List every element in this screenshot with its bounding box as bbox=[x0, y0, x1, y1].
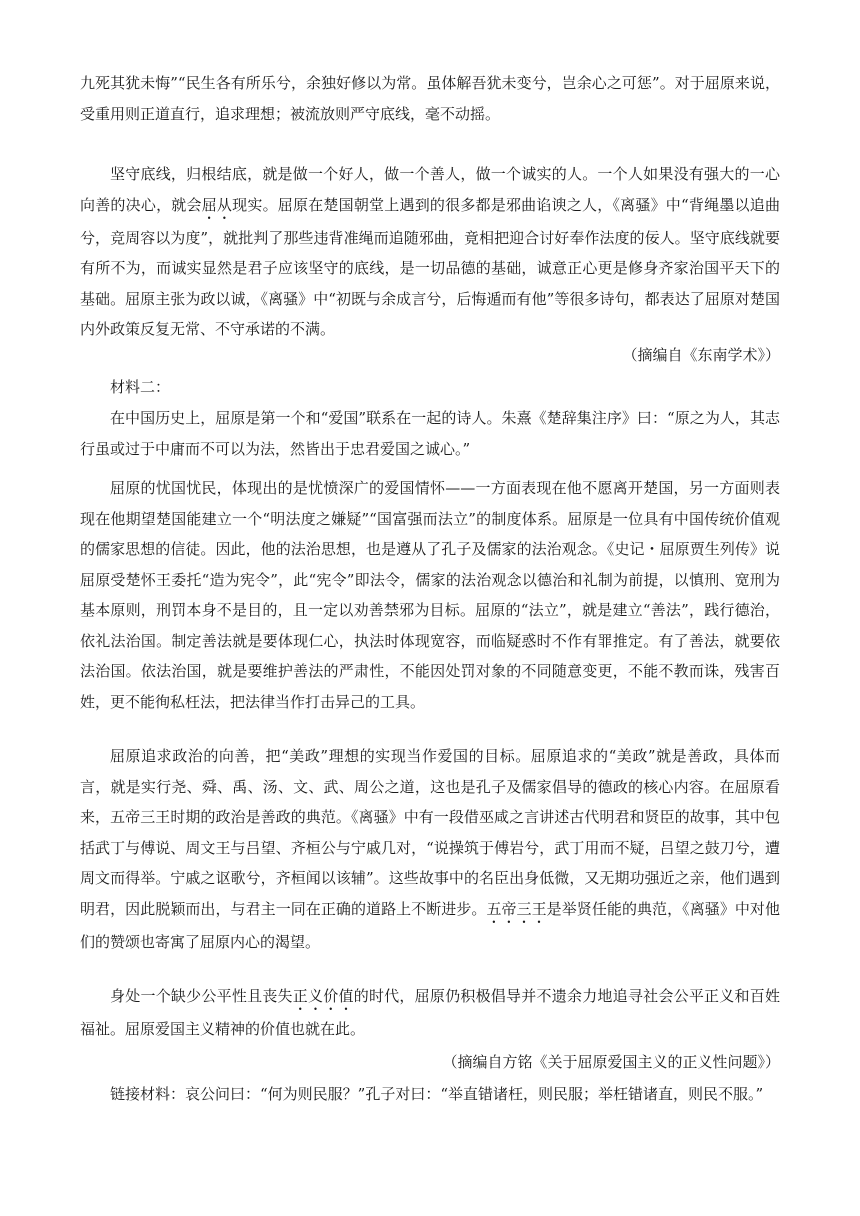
material-2-label bbox=[80, 372, 780, 403]
emphasized-word: 正义价值 bbox=[292, 987, 354, 1005]
source-citation-2-text: （摘编自方铭《关于屈原爱国主义的正义性问题》） bbox=[442, 1053, 780, 1071]
paragraph-1-text: 九死其犹未悔”“民生各有所乐兮，余独好修以为常。虽体解吾犹未变兮，岂余心之可惩”。对于屈原来说，受重用则正道直行，追求理想；被流放则严守底线，毫不动摇。 bbox=[80, 74, 780, 123]
paragraph-6-text-b: 的时代，屈原仍积极倡导并不遗余力地追寻社会公平正义和百姓福祉。屈原爱国主义精神的价值也就在此。 bbox=[80, 987, 780, 1038]
paragraph-2-text-b: 现实。屈原在楚国朝堂上遇到的很多都是邪曲谄谀之人，《离骚》中“背绳墨以追曲兮，竞周容以为度”，就批判了那些违背准绳而追随邪曲，竟相把迎合讨好奉作法度的佞人。坚守底线就要有所不为，而诚实显然是君子应该坚守的底线，是一切品德的基础，诚意正心更是修身齐家治国平天下的基础。屈原主张为政以诚，《离骚》中“初既与余成言兮，后悔遁而有他”等很多诗句，都表达了屈原对楚国内外政策反复无常、不守承诺的不满。 bbox=[80, 195, 780, 338]
paragraph-2-text-a: 坚守底线，归根结底，就是做一个好人，做一个善人，做一个诚实的人。一个人如果没有强大的一心向善的决心，就会 bbox=[80, 165, 780, 214]
link-material-text: 链接材料：哀公问曰：“何为则民服？”孔子对曰：“举直错诸枉，则民服；举枉错诸直，则民不服。” bbox=[110, 1085, 764, 1103]
source-citation-1-text: （摘编自《东南学术》） bbox=[622, 346, 780, 364]
paragraph-3 bbox=[80, 403, 780, 464]
paragraph-6-text-a: 身处一个缺少公平性且丧失 bbox=[110, 987, 293, 1005]
paragraph-4 bbox=[80, 473, 780, 717]
source-citation-2 bbox=[80, 1047, 780, 1078]
paragraph-1 bbox=[80, 68, 780, 129]
link-material bbox=[80, 1079, 780, 1110]
paragraph-5-text-a: 屈原追求政治的向善，把“美政”理想的实现当作爱国的目标。屈原追求的“美政”就是善政，具体而言，就是实行尧、舜、禹、汤、文、武、周公之道，这也是孔子及儒家倡导的德政的核心内容。在屈原看来，五帝三王时期的政治是善政的典范。《离骚》中有一段借巫咸之言讲述古代明君和贤臣的故事，其中包括武丁与傅说、周文王与吕望、齐桓公与宁戚几对，“说操筑于傅岩兮，武丁用而不疑，吕望之鼓刀兮，遭周文而得举。宁戚之讴歌兮，齐桓闻以该辅”。这些故事中的名臣出身低微，又无期功强近之亲，他们遇到明君，因此脱颖而出，与君主一同在正确的道路上不断进步。 bbox=[80, 747, 780, 918]
material-2-label-text: 材料二： bbox=[110, 378, 171, 396]
paragraph-2 bbox=[80, 159, 780, 345]
paragraph-4-text: 屈原的忧国忧民，体现出的是忧愤深广的爱国情怀——一方面表现在他不愿离开楚国，另一方面则表现在他期望楚国能建立一个“明法度之嫌疑”“国富强而法立”的制度体系。屈原是一位具有中国传统价值观的儒家思想的信徒。因此，他的法治思想，也是遵从了孔子及儒家的法治观念。《史记・屈原贾生列传》说屈原受楚怀王委托“造为宪令”，此“宪令”即法令，儒家的法治观念以德治和礼制为前提，以慎刑、宽刑为基本原则，刑罚本身不是目的，且一定以劝善禁邪为目标。屈原的“法立”，就是建立“善法”，践行德治，依礼法治国。制定善法就是要体现仁心，执法时体现宽容，而临疑惑时不作有罪推定。有了善法，就要依法治国。依法治国，就是要维护善法的严肃性，不能因处罚对象的不同随意变更，不能不教而诛，残害百姓，更不能徇私枉法，把法律当作打击异己的工具。 bbox=[80, 479, 780, 711]
paragraph-6 bbox=[80, 981, 780, 1045]
source-citation-1 bbox=[80, 340, 780, 371]
paragraph-3-text: 在中国历史上，屈原是第一个和“爱国”联系在一起的诗人。朱熹《楚辞集注序》曰：“原之为人，其志行虽或过于中庸而不可以为法，然皆出于忠君爱国之诚心。” bbox=[80, 409, 780, 458]
paragraph-5-text-b: 是举贤任能的典范，《离骚》中对他们的赞颂也寄寓了屈原内心的渴望。 bbox=[80, 899, 780, 951]
emphasized-word: 五帝三王 bbox=[486, 899, 547, 918]
paragraph-5 bbox=[80, 741, 780, 957]
emphasized-word: 屈从 bbox=[201, 195, 233, 214]
